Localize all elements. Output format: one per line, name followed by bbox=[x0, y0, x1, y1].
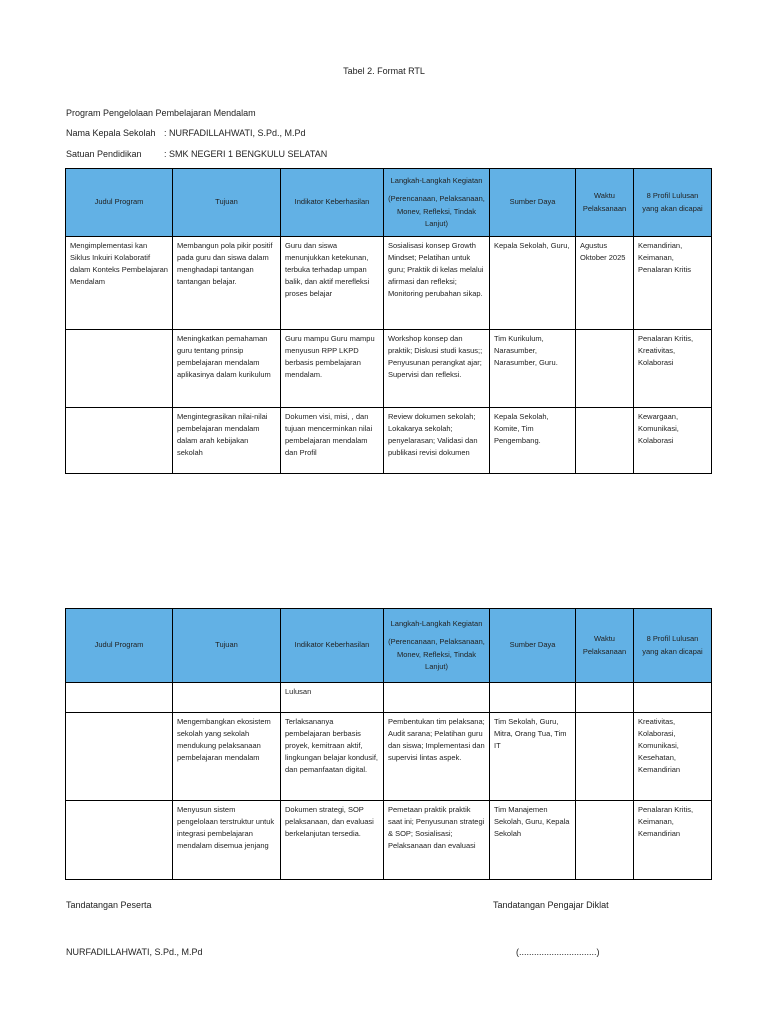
cell-tujuan: Menyusun sistem pengelolaan terstruktur untuk integrasi pembelajaran mendalam disemua jenjang bbox=[173, 801, 281, 880]
cell-langkah: Pemetaan praktik praktik saat ini; Penyusunan strategi & SOP; Sosialisasi; Pelaksanaan dan evaluasi bbox=[384, 801, 490, 880]
cell-langkah: Workshop konsep dan praktik; Diskusi studi kasus;; Penyusunan perangkat ajar; Supervisi dan refleksi. bbox=[384, 330, 490, 408]
cell-profil: Penalaran Kritis, Keimanan, Kemandirian bbox=[634, 801, 712, 880]
rtl-table-2 bbox=[65, 608, 712, 880]
header-indikator: Indikator Keberhasilan bbox=[281, 609, 384, 683]
header-langkah-title: Langkah-Langkah Kegiatan bbox=[390, 175, 483, 185]
cell-waktu bbox=[576, 330, 634, 408]
table-row bbox=[66, 683, 712, 713]
satuan-pendidikan-label: Satuan Pendidikan bbox=[66, 149, 142, 159]
signature-label-pengajar: Tandatangan Pengajar Diklat bbox=[493, 900, 609, 910]
header-langkah-subtitle: (Perencanaan, Pelaksanaan, Monev, Refleksi, Tindak Lanjut) bbox=[388, 194, 485, 228]
table-header-row bbox=[66, 169, 712, 237]
cell-profil: Kemandirian, Keimanan, Penalaran Kritis bbox=[634, 237, 712, 330]
cell-sumber: Tim Sekolah, Guru, Mitra, Orang Tua, Tim IT bbox=[490, 713, 576, 801]
cell-langkah: Review dokumen sekolah; Lokakarya sekolah; penyelarasan; Validasi dan publikasi revisi dokumen bbox=[384, 408, 490, 474]
kepala-sekolah-value: : NURFADILLAHWATI, S.Pd., M.Pd bbox=[164, 128, 306, 138]
cell-judul bbox=[66, 713, 173, 801]
cell-indikator: Terlaksananya pembelajaran berbasis proyek, kemitraan aktif, lingkungan belajar kondusif, dan pemanfaatan digital. bbox=[281, 713, 384, 801]
header-langkah bbox=[384, 609, 490, 683]
cell-langkah bbox=[384, 683, 490, 713]
satuan-pendidikan-value: : SMK NEGERI 1 BENGKULU SELATAN bbox=[164, 149, 328, 159]
cell-profil bbox=[634, 683, 712, 713]
cell-indikator: Guru mampu Guru mampu menyusun RPP LKPD berbasis pembelajaran mendalam. bbox=[281, 330, 384, 408]
header-profil-lulusan: 8 Profil Lulusan yang akan dicapai bbox=[634, 169, 712, 237]
cell-tujuan: Meningkatkan pemahaman guru tentang prinsip pembelajaran mendalam aplikasinya dalam kurikulum bbox=[173, 330, 281, 408]
table-row bbox=[66, 237, 712, 330]
header-judul-program: Judul Program bbox=[66, 169, 173, 237]
cell-tujuan: Mengintegrasikan nilai-nilai pembelajaran mendalam dalam arah kebijakan sekolah bbox=[173, 408, 281, 474]
cell-waktu bbox=[576, 408, 634, 474]
cell-judul bbox=[66, 408, 173, 474]
kepala-sekolah-line bbox=[66, 128, 306, 138]
cell-sumber bbox=[490, 683, 576, 713]
document-title: Tabel 2. Format RTL bbox=[343, 66, 425, 76]
signature-name-peserta: NURFADILLAHWATI, S.Pd., M.Pd bbox=[66, 947, 203, 957]
header-profil-lulusan: 8 Profil Lulusan yang akan dicapai bbox=[634, 609, 712, 683]
cell-langkah: Sosialisasi konsep Growth Mindset; Pelatihan untuk guru; Praktik di kelas melalui afirmasi dan refleksi; Monitoring perubahan sikap. bbox=[384, 237, 490, 330]
header-tujuan: Tujuan bbox=[173, 169, 281, 237]
cell-sumber: Tim Kurikulum, Narasumber, Narasumber, Guru. bbox=[490, 330, 576, 408]
cell-indikator: Guru dan siswa menunjukkan ketekunan, terbuka terhadap umpan balik, dan aktif merefleksi proses belajar bbox=[281, 237, 384, 330]
header-langkah bbox=[384, 169, 490, 237]
cell-judul bbox=[66, 330, 173, 408]
header-indikator: Indikator Keberhasilan bbox=[281, 169, 384, 237]
cell-langkah: Pembentukan tim pelaksana; Audit sarana; Pelatihan guru dan siswa; Implementasi dan supervisi lintas aspek. bbox=[384, 713, 490, 801]
cell-waktu bbox=[576, 683, 634, 713]
cell-waktu bbox=[576, 801, 634, 880]
rtl-table-1 bbox=[65, 168, 712, 474]
signature-name-pengajar: (...............................) bbox=[516, 947, 600, 957]
cell-indikator: Dokumen visi, misi, , dan tujuan mencerminkan nilai pembelajaran mendalam dan Profil bbox=[281, 408, 384, 474]
table-row bbox=[66, 330, 712, 408]
cell-waktu bbox=[576, 713, 634, 801]
cell-tujuan: Membangun pola pikir positif pada guru dan siswa dalam menghadapi tantangan tantangan belajar. bbox=[173, 237, 281, 330]
header-langkah-subtitle: (Perencanaan, Pelaksanaan, Monev, Refleksi, Tindak Lanjut) bbox=[388, 637, 485, 671]
cell-sumber: Tim Manajemen Sekolah, Guru, Kepala Sekolah bbox=[490, 801, 576, 880]
header-sumber-daya: Sumber Daya bbox=[490, 609, 576, 683]
cell-profil: Kreativitas, Kolaborasi, Komunikasi, Kesehatan, Kemandirian bbox=[634, 713, 712, 801]
cell-profil: Kewargaan, Komunikasi, Kolaborasi bbox=[634, 408, 712, 474]
table-row bbox=[66, 713, 712, 801]
table-header-row bbox=[66, 609, 712, 683]
cell-profil: Penalaran Kritis, Kreativitas, Kolaborasi bbox=[634, 330, 712, 408]
header-langkah-title: Langkah-Langkah Kegiatan bbox=[390, 618, 483, 628]
header-sumber-daya: Sumber Daya bbox=[490, 169, 576, 237]
table-row bbox=[66, 801, 712, 880]
cell-judul bbox=[66, 683, 173, 713]
cell-tujuan: Mengembangkan ekosistem sekolah yang sekolah mendukung pelaksanaan pembelajaran mendalam bbox=[173, 713, 281, 801]
kepala-sekolah-label: Nama Kepala Sekolah bbox=[66, 128, 156, 138]
header-tujuan: Tujuan bbox=[173, 609, 281, 683]
cell-indikator: Dokumen strategi, SOP pelaksanaan, dan evaluasi berkelanjutan tersedia. bbox=[281, 801, 384, 880]
program-name: Program Pengelolaan Pembelajaran Mendalam bbox=[66, 108, 256, 118]
cell-sumber: Kepala Sekolah, Guru, bbox=[490, 237, 576, 330]
signature-label-peserta: Tandatangan Peserta bbox=[66, 900, 152, 910]
header-waktu: Waktu Pelaksanaan bbox=[576, 609, 634, 683]
cell-sumber: Kepala Sekolah, Komite, Tim Pengembang. bbox=[490, 408, 576, 474]
cell-tujuan bbox=[173, 683, 281, 713]
cell-judul: Mengimplementasi kan Siklus Inkuiri Kolaboratif dalam Konteks Pembelajaran Mendalam bbox=[66, 237, 173, 330]
table-row bbox=[66, 408, 712, 474]
cell-indikator: Lulusan bbox=[281, 683, 384, 713]
header-waktu: Waktu Pelaksanaan bbox=[576, 169, 634, 237]
satuan-pendidikan-line bbox=[66, 149, 327, 159]
cell-judul bbox=[66, 801, 173, 880]
header-judul-program: Judul Program bbox=[66, 609, 173, 683]
cell-waktu: Agustus Oktober 2025 bbox=[576, 237, 634, 330]
